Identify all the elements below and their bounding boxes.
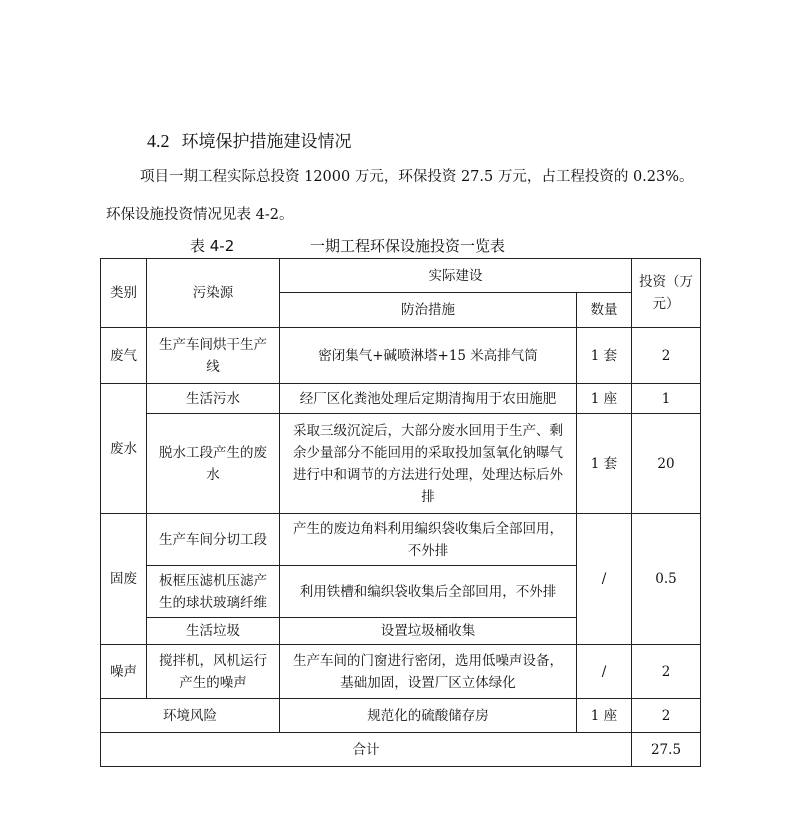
investment-cell: 1 xyxy=(632,384,701,414)
source-cell: 脱水工段产生的废水 xyxy=(147,414,280,514)
source-cell: 搅拌机，风机运行产生的噪声 xyxy=(147,645,280,699)
header-actual-construction: 实际建设 xyxy=(280,259,632,293)
header-row xyxy=(101,259,701,293)
section-title: 环境保护措施建设情况 xyxy=(181,132,352,152)
investment-cell: 2 xyxy=(632,645,701,699)
table-row xyxy=(101,699,701,733)
investment-paragraph-line1: 项目一期工程实际总投资 12000 万元，环保投资 27.5 万元，占工程投资的 0.23%。 xyxy=(140,169,694,185)
category-cell: 废气 xyxy=(101,328,147,384)
header-source: 污染源 xyxy=(147,259,280,328)
investment-cell: 2 xyxy=(632,699,701,733)
investment-cell: 20 xyxy=(632,414,701,514)
measure-cell: 经厂区化粪池处理后定期清掏用于农田施肥 xyxy=(280,384,577,414)
quantity-cell: 1 套 xyxy=(577,414,632,514)
measure-cell: 产生的废边角料利用编织袋收集后全部回用，不外排 xyxy=(280,514,577,566)
table-caption-label: 表 4-2 xyxy=(190,237,235,255)
investment-cell: 0.5 xyxy=(632,514,701,645)
measure-cell: 设置垃圾桶收集 xyxy=(280,618,577,645)
header-category: 类别 xyxy=(101,259,147,328)
total-investment: 27.5 xyxy=(632,733,701,767)
quantity-cell: 1 座 xyxy=(577,699,632,733)
measure-cell: 密闭集气+碱喷淋塔+15 米高排气筒 xyxy=(280,328,577,384)
header-quantity: 数量 xyxy=(577,293,632,328)
category-cell: 废水 xyxy=(101,384,147,514)
source-cell: 生产车间分切工段 xyxy=(147,514,280,566)
measure-cell: 规范化的硫酸储存房 xyxy=(280,699,577,733)
measure-cell: 生产车间的门窗进行密闭，选用低噪声设备，基础加固，设置厂区立体绿化 xyxy=(280,645,577,699)
investment-cell: 2 xyxy=(632,328,701,384)
measure-cell: 采取三级沉淀后，大部分废水回用于生产、剩余少量部分不能回用的采取投加氢氧化钠曝气进行中和调节的方法进行处理，处理达标后外排 xyxy=(280,414,577,514)
quantity-cell: / xyxy=(577,514,632,645)
quantity-cell: / xyxy=(577,645,632,699)
table-row xyxy=(101,414,701,514)
category-cell: 噪声 xyxy=(101,645,147,699)
investment-paragraph-line2: 环保设施投资情况见表 4-2。 xyxy=(106,207,294,223)
total-label: 合计 xyxy=(101,733,632,767)
source-cell: 板框压滤机压滤产生的球状玻璃纤维 xyxy=(147,566,280,618)
category-cell: 环境风险 xyxy=(101,699,280,733)
source-cell: 生活垃圾 xyxy=(147,618,280,645)
header-investment: 投资（万元） xyxy=(632,259,701,328)
table-row xyxy=(101,328,701,384)
source-cell: 生活污水 xyxy=(147,384,280,414)
category-cell: 固废 xyxy=(101,514,147,645)
header-measures: 防治措施 xyxy=(280,293,577,328)
section-number: 4.2 xyxy=(147,131,170,151)
quantity-cell: 1 套 xyxy=(577,328,632,384)
investment-table xyxy=(100,258,701,767)
source-cell: 生产车间烘干生产线 xyxy=(147,328,280,384)
table-row xyxy=(101,645,701,699)
quantity-cell: 1 座 xyxy=(577,384,632,414)
table-row xyxy=(101,514,701,566)
table-row xyxy=(101,384,701,414)
table-caption-title: 一期工程环保设施投资一览表 xyxy=(310,237,506,255)
total-row xyxy=(101,733,701,767)
section-heading xyxy=(147,127,352,152)
measure-cell: 利用铁槽和编织袋收集后全部回用，不外排 xyxy=(280,566,577,618)
